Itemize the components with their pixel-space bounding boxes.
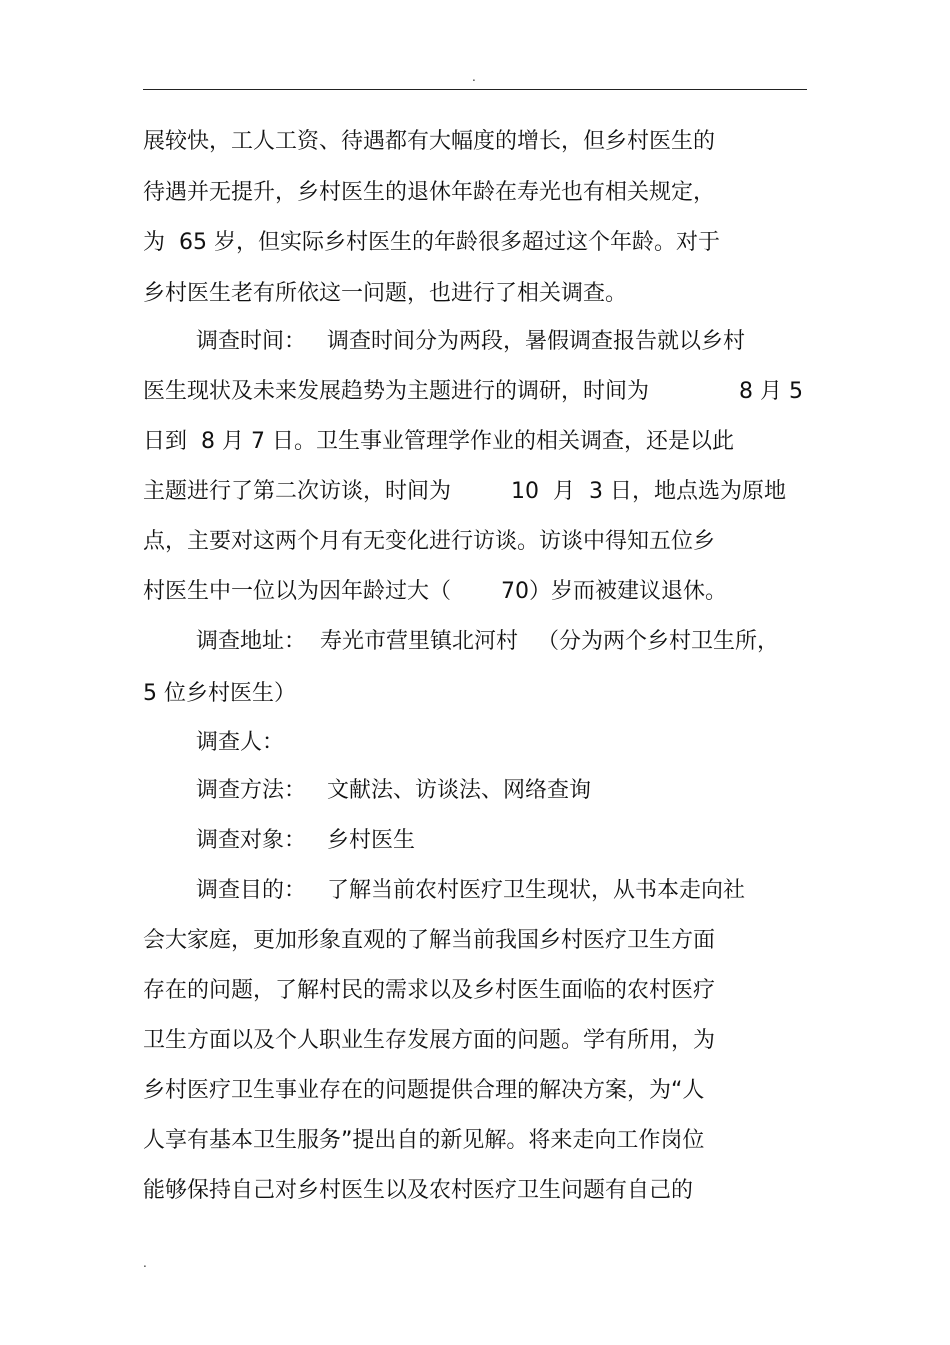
text-line: 卫生方面以及个人职业生存发展方面的问题。学有所用，为	[143, 1028, 716, 1053]
text-line: 调查时间： 调查时间分为两段，暑假调查报告就以乡村	[196, 329, 745, 354]
footer-mark: .	[143, 1256, 147, 1270]
text-line: 待遇并无提升，乡村医生的退休年龄在寿光也有相关规定，	[143, 180, 716, 205]
text-line: 展较快，工人工资、待遇都有大幅度的增长，但乡村医生的	[143, 129, 716, 154]
text-segment: 8 月 5	[739, 379, 803, 404]
text-line: 5 位乡村医生）	[143, 681, 296, 706]
text-segment: 主题进行了第二次访谈，时间为	[143, 479, 452, 504]
text-line: 会大家庭，更加形象直观的了解当前我国乡村医疗卫生方面	[143, 928, 716, 953]
text-line: 调查人：	[196, 730, 285, 755]
text-line: 乡村医生老有所依这一问题，也进行了相关调查。	[143, 281, 628, 306]
text-segment: 调查地址： 寿光市营里镇北河村	[196, 629, 518, 654]
text-line: 存在的问题，了解村民的需求以及乡村医生面临的农村医疗	[143, 978, 716, 1003]
text-segment: 医生现状及未来发展趋势为主题进行的调研，时间为	[143, 379, 650, 404]
header-rule	[143, 89, 807, 90]
text-line: 人享有基本卫生服务”提出自的新见解。将来走向工作岗位	[143, 1128, 705, 1153]
text-line	[143, 477, 786, 507]
text-line	[143, 577, 727, 607]
text-line: 乡村医疗卫生事业存在的问题提供合理的解决方案，为“人	[143, 1078, 705, 1103]
text-line: 调查对象： 乡村医生	[196, 828, 415, 853]
text-segment: 70）岁而被建议退休。	[501, 579, 727, 604]
text-line: 为 65 岁，但实际乡村医生的年龄很多超过这个年龄。对于	[143, 230, 720, 255]
text-segment: 10 月 3 日，地点选为原地	[511, 479, 786, 504]
text-segment: （分为两个乡村卫生所，	[537, 629, 780, 654]
text-line	[196, 627, 780, 657]
text-line: 调查目的： 了解当前农村医疗卫生现状，从书本走向社	[196, 878, 745, 903]
text-line: 调查方法： 文献法、访谈法、网络查询	[196, 778, 591, 803]
header-mark: .	[472, 70, 476, 84]
text-line: 点，主要对这两个月有无变化进行访谈。访谈中得知五位乡	[143, 529, 716, 554]
text-line: 日到 8 月 7 日。卫生事业管理学作业的相关调查，还是以此	[143, 429, 734, 454]
text-line: 能够保持自己对乡村医生以及农村医疗卫生问题有自己的	[143, 1178, 694, 1203]
text-line	[143, 377, 803, 407]
text-segment: 村医生中一位以为因年龄过大（	[143, 579, 452, 604]
